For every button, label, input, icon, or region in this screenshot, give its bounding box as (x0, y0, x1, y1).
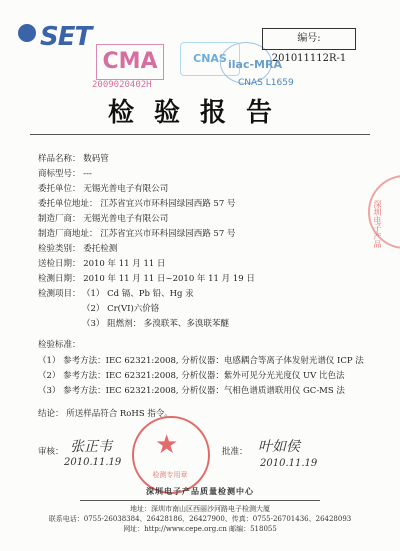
sample-name: 样品名称： 数码管 (38, 154, 109, 164)
approver-signature: 叶如侯 (258, 439, 300, 455)
logo-text: SET (40, 22, 92, 52)
standard-item: （3） 参考方法：IEC 62321:2008, 分析仪器：气相色谱质谱联用仪 GC-MS 法 (38, 386, 345, 396)
seal-text: 检测专用章 (152, 471, 188, 479)
test-type: 检验类别： 委托检测 (38, 244, 118, 254)
cnas-mark: CNAS (180, 42, 240, 76)
page-title: 检验报告 (107, 98, 292, 128)
trademark: 商标型号： --- (38, 169, 92, 179)
standards-label: 检验标准： (38, 340, 81, 350)
standard-item: （2） 参考方法：IEC 62321:2008, 分析仪器：紫外可见分光光度仪 UV 比色法 (38, 371, 345, 381)
manufacturer-address: 制造厂商地址： 江苏省宜兴市环科园绿园西路 57 号 (38, 229, 236, 239)
approver-date: 2010.11.19 (260, 458, 318, 469)
conclusion: 结论： 所送样品符合 RoHS 指令。 (38, 409, 173, 419)
test-item: （3） 阻燃剂： 多溴联苯、多溴联苯醚 (82, 319, 229, 329)
footer-tel: 联系电话：0755-26038384、26428186、26427900、传真：0755-26701436、26428093 (48, 515, 352, 523)
footer-web: 网址：http://www.cepe.org.cn 邮编：518055 (123, 525, 277, 533)
manufacturer: 制造厂商： 无锡光普电子有限公司 (38, 214, 169, 224)
footer-org: 深圳电子产品质量检测中心 (146, 486, 254, 496)
cnas-number: CNAS L1659 (238, 78, 294, 88)
delivery-date: 送检日期： 2010 年 11 月 11 日 (38, 259, 166, 269)
divider-footer (80, 500, 320, 501)
reviewer-date: 2010.11.19 (64, 457, 122, 468)
logo-dot-icon (18, 24, 36, 42)
cma-mark: CMA (96, 44, 164, 80)
footer-address: 地址：深圳市南山区西丽沙河路电子检测大厦 (130, 505, 270, 513)
cma-number: 2009020402H (92, 80, 152, 90)
standard-item: （1） 参考方法：IEC 62321:2008, 分析仪器：电感耦合等离子体发射光谱仪 ICP 法 (38, 356, 364, 366)
seal-star-icon: ★ (155, 430, 179, 460)
approver-label: 批准： (222, 447, 248, 457)
client: 委托单位： 无锡光普电子有限公司 (38, 184, 169, 194)
ilac-mark: ilac-MRA (228, 58, 282, 71)
client-address: 委托单位地址： 江苏省宜兴市环科园绿园西路 57 号 (38, 199, 236, 209)
side-stamp-text: 深圳电子产品 (373, 200, 382, 248)
test-item: （2） Cr(VI)六价铬 (82, 304, 160, 314)
divider-top (30, 134, 370, 135)
reviewer-label: 审核： (38, 447, 64, 457)
set-logo (18, 18, 92, 56)
reviewer-signature: 张正韦 (70, 439, 112, 455)
test-item: （1） Cd 镉、Pb 铅、Hg 汞 (82, 289, 194, 299)
report-number: 编号: 201011112R-1 (262, 28, 356, 50)
test-items-label: 检测项目： (38, 289, 81, 299)
test-date: 检测日期： 2010 年 11 月 11 日~2010 年 11 月 19 日 (38, 274, 255, 284)
